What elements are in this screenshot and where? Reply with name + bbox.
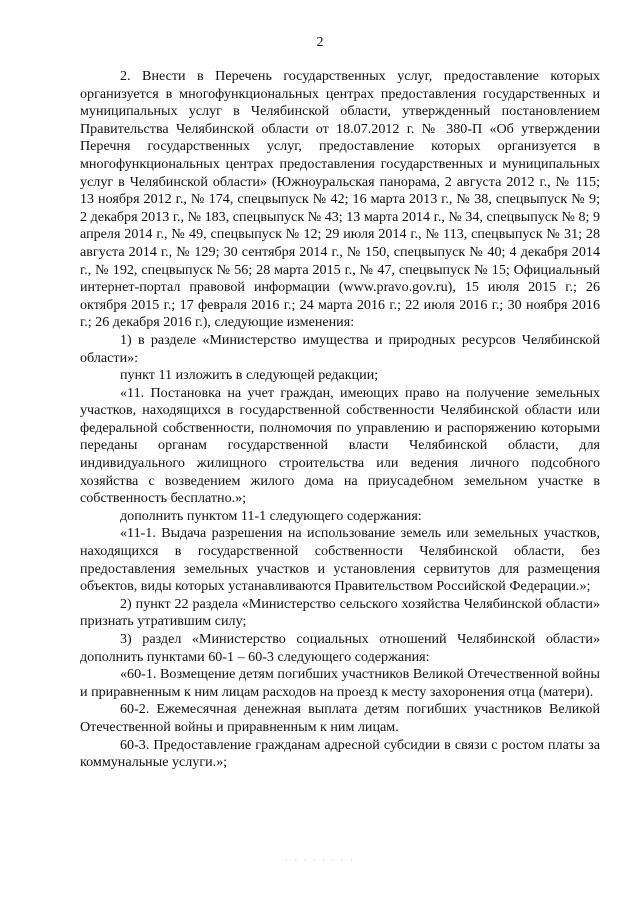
faint-stamp-mark: · · · · · · · · [285, 855, 355, 865]
paragraph-section-social: 3) раздел «Министерство социальных отношений Челябинской области» дополнить пунктами 60-1 – 60-3 следующего содержания: [80, 631, 600, 665]
document-body [80, 68, 600, 772]
paragraph-amendment-intro: 2. Внести в Перечень государственных услуг, предоставление которых организуется в многофункциональных центрах предоставления государственных и муниципальных услуг в Челябинской области, утвержденный постановлением Правительства Челябинской области от 18.07.2012 г. № 380-П «Об утверждении Перечня государственных услуг, предоставление которых организуется в многофункциональных центрах предоставления государственных и муниципальных услуг в Челябинской области» (Южноуральская панорама, 2 августа 2012 г., № 115; 13 ноября 2012 г., № 174, спецвыпуск № 42; 16 марта 2013 г., № 38, спецвыпуск № 9; 2 декабря 2013 г., № 183, спецвыпуск № 43; 13 марта 2014 г., № 34, спецвыпуск № 8; 9 апреля 2014 г., № 49, спецвыпуск № 12; 29 июля 2014 г., № 113, спецвыпуск № 31; 28 августа 2014 г., № 129; 30 сентября 2014 г., № 150, спецвыпуск № 40; 4 декабря 2014 г., № 192, спецвыпуск № 56; 28 марта 2015 г., № 47, спецвыпуск № 15; Официальный интернет-портал правовой информации (www.pravo.gov.ru), 15 июля 2015 г.; 26 октября 2015 г.; 17 февраля 2016 г.; 24 марта 2016 г.; 22 июля 2016 г.; 30 ноября 2016 г.; 26 декабря 2016 г.), следующие изменения: [80, 68, 600, 331]
paragraph-point-60-1: «60-1. Возмещение детям погибших участников Великой Отечественной войны и приравненным к ним лицам расходов на проезд к месту захоронения отца (матери). [80, 666, 600, 700]
paragraph-point-11-instruction: пункт 11 изложить в следующей редакции; [120, 367, 379, 384]
paragraph-point-60-2: 60-2. Ежемесячная денежная выплата детям погибших участников Великой Отечественной войны и приравненным к ним лицам. [80, 701, 600, 735]
paragraph-point-11-text: «11. Постановка на учет граждан, имеющих право на получение земельных участков, находящихся в государственной собственности Челябинской области или федеральной собственности, полномочия по управлению и распоряжению которыми переданы органам государственной власти Челябинской области, для индивидуального жилищного строительства или ведения личного подсобного хозяйства с возведением жилого дома на приусадебном земельном участке в собственность бесплатно.»; [80, 384, 600, 507]
page-number: 2 [316, 35, 324, 50]
paragraph-point-22: 2) пункт 22 раздела «Министерство сельского хозяйства Челябинской области» признать утратившим силу; [80, 595, 600, 630]
paragraph-point-11-1-text: «11-1. Выдача разрешения на использование земель или земельных участков, находящихся в государственной собственности Челябинской области, без предоставления земельных участков и установления сервитутов для размещения объектов, виды которых устанавливаются Правительством Российской Федерации.»; [80, 525, 600, 595]
paragraph-point-60-3: 60-3. Предоставление гражданам адресной субсидии в связи с ростом платы за коммунальные услуги.»; [80, 736, 600, 771]
paragraph-section-property: 1) в разделе «Министерство имущества и природных ресурсов Челябинской области»: [80, 331, 600, 366]
paragraph-point-11-1-instruction: дополнить пунктом 11-1 следующего содержания: [120, 507, 422, 524]
